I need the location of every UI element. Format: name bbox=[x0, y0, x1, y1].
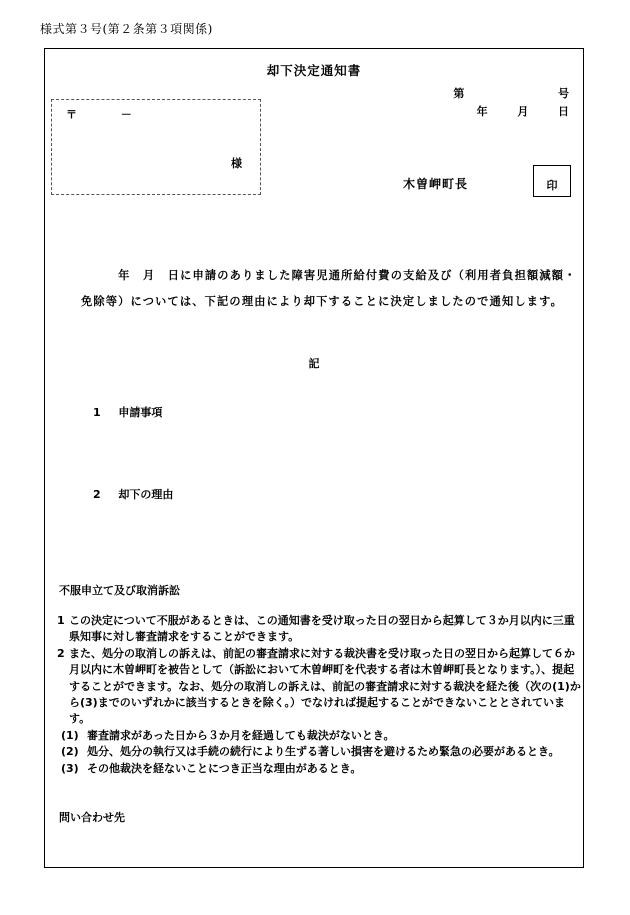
item-label: 却下の理由 bbox=[118, 488, 174, 501]
appeal-subnote bbox=[57, 728, 581, 744]
postal-dash: － bbox=[120, 108, 132, 121]
appeal-heading: 不服申立て及び取消訴訟 bbox=[59, 584, 180, 597]
item-application bbox=[93, 404, 162, 420]
appeal-note bbox=[57, 646, 581, 728]
notice-frame bbox=[44, 48, 584, 868]
subnote-number: (3) bbox=[61, 761, 79, 775]
subnote-text: 処分、処分の執行又は手続の続行により生ずる著しい損害を避けるため緊急の必要があるとき。 bbox=[87, 745, 560, 759]
ki-heading: 記 bbox=[308, 357, 320, 370]
number-suffix: 号 bbox=[558, 87, 569, 100]
item-number: 1 bbox=[93, 406, 101, 419]
recipient-address-box bbox=[51, 99, 261, 195]
note-number: 2 bbox=[57, 646, 65, 660]
subnote-text: 審査請求があった日から３か月を経過しても裁決がないとき。 bbox=[87, 728, 395, 742]
subnote-text: その他裁決を経ないことにつき正当な理由があるとき。 bbox=[87, 761, 362, 775]
postal-code bbox=[66, 106, 132, 122]
date-day: 日 bbox=[558, 105, 569, 118]
appeal-note bbox=[57, 613, 581, 646]
subnote-number: (2) bbox=[61, 745, 79, 759]
date-year: 年 bbox=[476, 105, 488, 118]
note-text: また、処分の取消しの訴えは、前記の審査請求に対する裁決書を受け取った日の翌日から起算して６か月以内に木曽岬町を被告として（訴訟において木曽岬町を代表する者は木曽岬町長となります。）、提起することができます。なお、処分の取消しの訴えは、前記の審査請求に対する裁決を経た後（次の(1)から(3)までのいずれかに該当するときを除く。）でなければ提起することができないこととされています。 bbox=[69, 646, 581, 726]
postal-mark: 〒 bbox=[66, 108, 77, 121]
form-number: 様式第３号(第２条第３項関係) bbox=[40, 22, 213, 36]
appeal-subnote bbox=[57, 744, 581, 760]
note-number: 1 bbox=[57, 614, 65, 627]
seal-box: 印 bbox=[533, 165, 571, 197]
item-label: 申請事項 bbox=[118, 406, 163, 419]
sender-name: 木曽岬町長 bbox=[403, 177, 469, 191]
appeal-notes bbox=[57, 613, 581, 777]
contact-heading: 問い合わせ先 bbox=[59, 811, 125, 824]
appeal-subnote bbox=[57, 761, 581, 777]
item-number: 2 bbox=[93, 488, 101, 501]
number-prefix: 第 bbox=[453, 87, 465, 100]
note-text: この決定について不服があるときは、この通知書を受け取った日の翌日から起算して３か月以内に三重県知事に対し審査請求をすることができます。 bbox=[69, 614, 575, 644]
date-month: 月 bbox=[517, 105, 529, 118]
document-number bbox=[453, 85, 569, 101]
item-reason bbox=[93, 486, 173, 502]
document-date bbox=[477, 103, 569, 119]
recipient-honorific: 様 bbox=[231, 157, 242, 170]
notice-body: 年 月 日に申請のありました障害児通所給付費の支給及び（利用者負担額減額・免除等）については、下記の理由により却下することに決定しましたので通知します。 bbox=[81, 269, 577, 308]
subnote-number: (1) bbox=[61, 728, 79, 742]
document-title: 却下決定通知書 bbox=[266, 63, 362, 78]
